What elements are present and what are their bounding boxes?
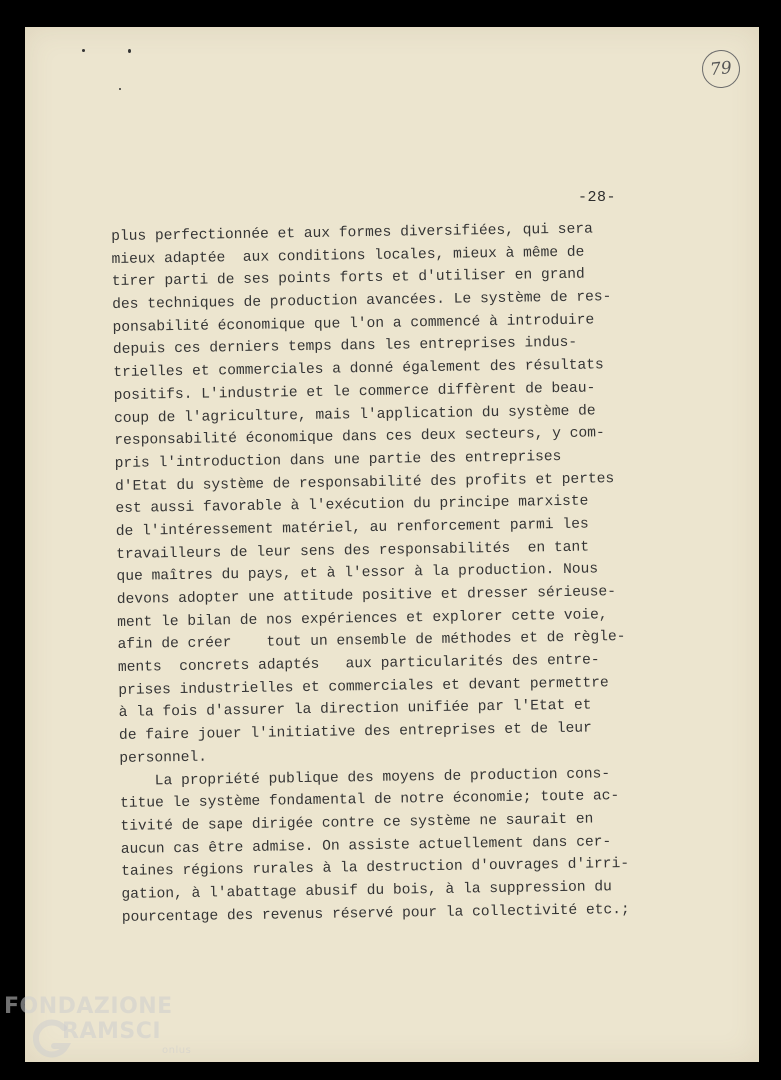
text-line: positifs. L'industrie et le commerce diffèrent de beau- [113,380,596,404]
text-line: personnel. [119,749,208,767]
text-line: tirer parti de ses points forts et d'utiliser en grand [111,266,585,291]
text-line: gation, à l'abattage abusif du bois, à la suppression du [121,879,613,903]
watermark-line2-text: RAMSCI [62,1019,162,1044]
text-line: plus perfectionnée et aux formes diversifiées, qui sera [111,221,593,245]
text-line: titue le système fondamental de notre économie; toute ac- [119,788,620,813]
text-line: afin de créer tout un ensemble de méthodes et de règle- [117,629,626,654]
text-line: de faire jouer l'initiative des entreprises et de leur [118,720,593,745]
text-line: que maîtres du pays, et à l'essor à la production. Nous [116,561,599,586]
text-line: coup de l'agriculture, mais l'application du système de [113,402,596,427]
text-line: trielles et commerciales a donné également des résultats [113,357,604,382]
fondazione-gramsci-watermark [4,994,191,1058]
text-line: ments concrets adaptés aux particularités des entre- [117,652,600,677]
text-line: devons adopter une attitude positive et dresser sérieuse- [116,584,617,608]
text-line: travailleurs de leur sens des responsabilités en tant [116,539,590,563]
text-line: pourcentage des revenus réservé pour la collectivité etc.; [121,901,630,926]
watermark-line1: FONDAZIONE [4,994,173,1019]
gramsci-g-logo-icon [32,1018,72,1062]
text-line: depuis ces derniers temps dans les entreprises indus- [112,335,578,359]
text-line: prises industrielles et commerciales et devant permettre [118,674,609,699]
text-line: d'Etat du système de responsabilité des profits et pertes [114,470,615,495]
text-line: tivité de sape dirigée contre ce système ne saurait en [120,811,594,835]
text-line: aucun cas être admise. On assiste actuellement dans cer- [120,833,612,858]
ink-speck [119,88,121,90]
text-line: taines régions rurales à la destruction d'ouvrages d'irri- [121,856,630,881]
typed-body-text [111,217,682,929]
text-line: mieux adaptée aux conditions locales, mieux à même de [111,244,585,268]
ink-speck [128,49,131,53]
text-line: responsabilité économique dans ces deux secteurs, y com- [114,425,605,450]
watermark-line2 [4,1020,191,1044]
text-line: de l'intéressement matériel, au renforcement parmi les [115,516,589,540]
page-number: -28- [578,189,617,206]
text-line: est aussi favorable à l'exécution du principe marxiste [115,493,589,518]
text-line: ponsabilité économique que l'on a commencé à introduire [112,312,595,336]
text-line: des techniques de production avancées. Le système de res- [112,289,612,314]
text-line: à la fois d'assurer la direction unifiée par l'Etat et [118,697,592,722]
watermark-line3: onlus [162,1045,192,1056]
text-line: La propriété publique des moyens de production cons- [119,765,611,790]
text-line: ment le bilan de nos expériences et explorer cette voie, [117,606,608,631]
ink-speck [82,49,85,52]
text-line: pris l'introduction dans une partie des entreprises [114,448,562,472]
folio-number-stamp: 79 [700,48,742,90]
